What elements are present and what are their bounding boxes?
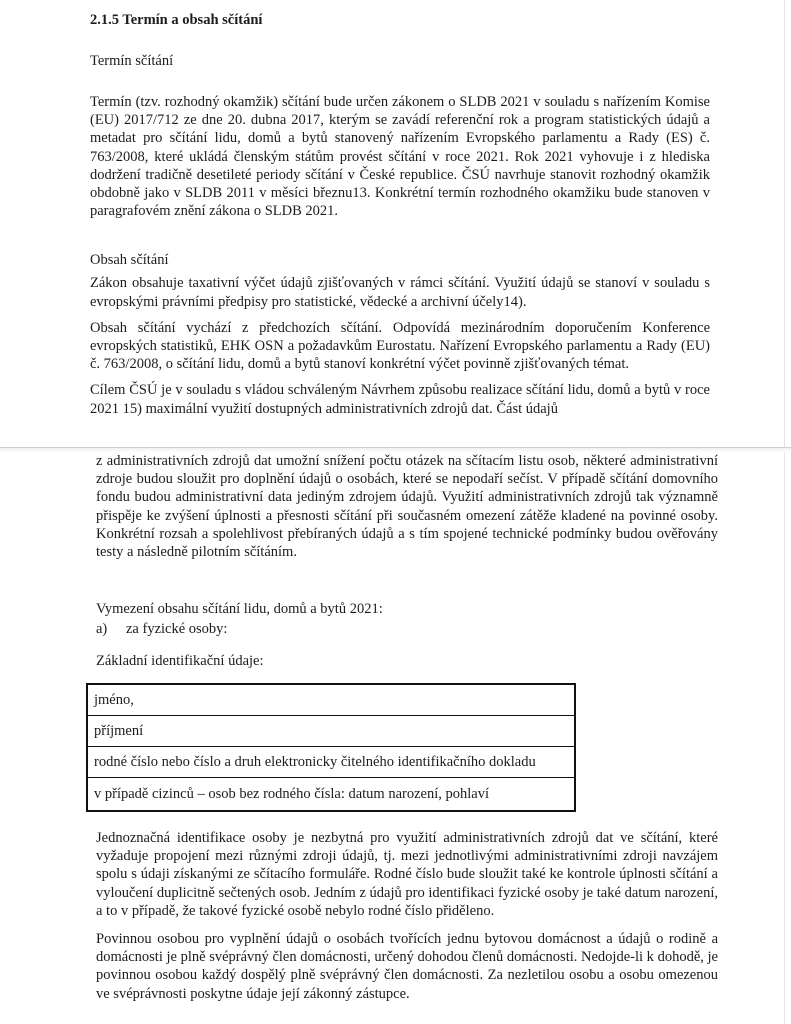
content-paragraph-1: Zákon obsahuje taxativní výčet údajů zjišťovaných v rámci sčítání. Využití údajů se stanoví v souladu s evropskými právními předpisy pro statistické, vědecké a archivní účely14).: [90, 275, 710, 310]
table-row-surname: příjmení: [88, 716, 574, 747]
term-subheading: Termín sčítání: [90, 53, 174, 69]
section-heading: 2.1.5 Termín a obsah sčítání: [90, 12, 263, 28]
table-row-foreigners: v případě cizinců – osob bez rodného čísla: datum narození, pohlaví: [94, 786, 489, 802]
content-paragraph-3: Cílem ČSÚ je v souladu s vládou schváleným Návrhem způsobu realizace sčítání lidu, domů a bytů v roce 2021 15) maximální využití dostupných administrativních zdrojů dat. Část údajů: [90, 382, 710, 417]
upper-page-section: [90, 10, 710, 418]
obligation-paragraph: Povinnou osobou pro vyplnění údajů o osobách tvořících jednu bytovou domácnost a údajů o rodině a domácnosti je plně svéprávný člen domácnosti, určený dohodou členů domácnosti. Nedojde-li k dohodě, je povinnou osobou každý dospělý plně svéprávný člen domácnosti. Za nezletilou osobu a osobu omezenou ve svéprávnosti poskytne údaje její zákonný zástupce.: [96, 931, 718, 1002]
list-marker: a): [96, 621, 108, 638]
continuation-paragraph: z administrativních zdrojů dat umožní snížení počtu otázek na sčítacím listu osob, některé administrativní zdroje budou sloužit pro doplnění údajů o osobách, které se nepodaří sečíst. V případě sčítání domovního fondu budou administrativní data jediným zdrojem údajů. Využití administrativních zdrojů tak významně přispěje ke zvýšení úplnosti a přesnosti sčítání při současném omezení zátěže kladené na povinné osoby. Konkrétní rozsah a spolehlivost přebíraných údajů a s tím spojené technické podmínky budou ověřovány testy a následně pilotním sčítáním.: [96, 453, 718, 561]
table-row-birth-number: rodné číslo nebo číslo a druh elektronicky čitelného identifikačního dokladu: [88, 747, 574, 778]
basic-id-label: Základní identifikační údaje:: [96, 653, 264, 670]
lower-page-section: [96, 452, 718, 671]
identification-table: [86, 683, 576, 812]
content-paragraph-2: Obsah sčítání vychází z předchozích sčítání. Odpovídá mezinárodním doporučením Konference evropských statistiků, EHK OSN a požadavkům Eurostatu. Nařízení Evropského parlamentu a Rady (EU) č. 763/2008, o sčítání lidu, domů a bytů stanoví konkrétní výčet povinně zjišťovaných témat.: [90, 319, 710, 373]
page-edge: [784, 0, 785, 1024]
identification-paragraph: Jednoznačná identifikace osoby je nezbytná pro využití administrativních zdrojů dat ve sčítání, které vyžaduje propojení mezi různými zdroji údajů, tj. mezi jednotlivými administrativními zdroji navzájem spolu s údaji získanými ze sčítacího formuláře. Rodné číslo bude sloužit také ke kontrole úplnosti sčítání a vyloučení duplicitně sečtených osob. Jedním z údajů pro identifikaci fyzické osoby je také datum narození, a to v případě, že takové fyzické osobě nebylo rodné číslo přiděleno.: [96, 830, 718, 919]
term-paragraph: Termín (tzv. rozhodný okamžik) sčítání bude určen zákonem o SLDB 2021 v souladu s nařízením Komise (EU) 2017/712 ze dne 20. dubna 2017, kterým se zavádí referenční rok a program statistických údajů a metadat pro sčítání lidu, domů a bytů stanovený nařízením Evropského parlamentu a Rady (ES) č. 763/2008, které ukládá členským státům provést sčítání v roce 2021. Rok 2021 vyhovuje i z hlediska dodržení tradičně desetileté periody sčítání v České republice. ČSÚ navrhuje stanovit rozhodný okamžik obdobně jako v SLDB 2011 v měsíci březnu13. Konkrétní termín rozhodného okamžiku bude stanoven v paragrafovém znění zákona o SLDB 2021.: [90, 94, 710, 220]
content-subheading: Obsah sčítání: [90, 252, 169, 269]
lower-page-section-2: [96, 829, 718, 1003]
list-item-a: [96, 619, 718, 639]
list-item-text: za fyzické osoby:: [126, 621, 228, 638]
scope-title: Vymezení obsahu sčítání lidu, domů a bytů 2021:: [96, 601, 383, 618]
table-row-name: jméno,: [88, 685, 574, 716]
